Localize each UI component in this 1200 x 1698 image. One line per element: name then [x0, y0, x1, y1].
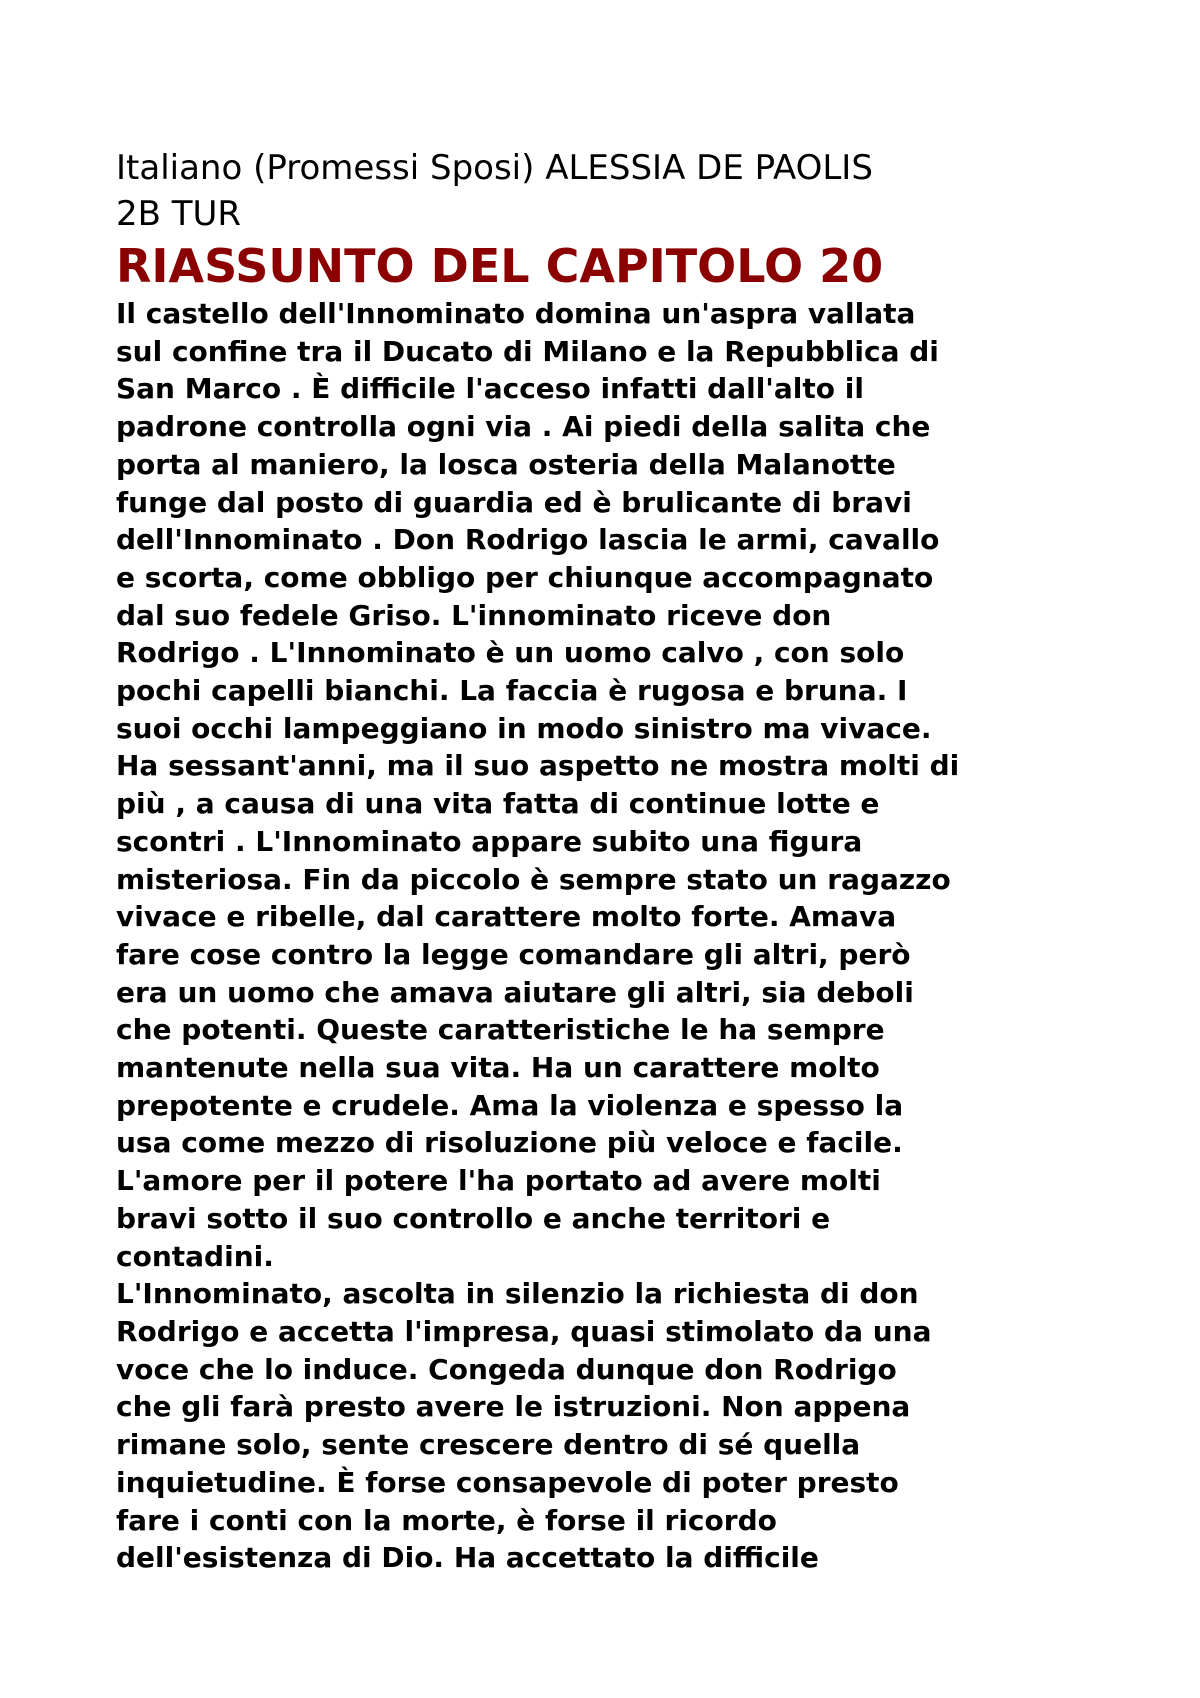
- text-line: contadini.: [116, 1239, 274, 1273]
- text-line: dal suo fedele Griso. L'innominato riceve don: [116, 598, 832, 632]
- text-line: sul confine tra il Ducato di Milano e la Repubblica di: [116, 334, 939, 368]
- text-line: pochi capelli bianchi. La faccia è rugosa e bruna. I: [116, 674, 908, 708]
- text-line: suoi occhi lampeggiano in modo sinistro ma vivace.: [116, 711, 932, 745]
- text-line: misteriosa. Fin da piccolo è sempre stato un ragazzo: [116, 862, 951, 896]
- text-line: che potenti. Queste caratteristiche le ha sempre: [116, 1013, 885, 1047]
- text-line: usa come mezzo di risoluzione più veloce e facile.: [116, 1126, 903, 1160]
- text-line: funge dal posto di guardia ed è brulicante di bravi: [116, 485, 912, 519]
- text-line: vivace e ribelle, dal carattere molto forte. Amava: [116, 900, 897, 934]
- header-subject-author: Italiano (Promessi Sposi) ALESSIA DE PAOLIS: [116, 148, 873, 188]
- text-line: scontri . L'Innominato appare subito una figura: [116, 824, 863, 858]
- text-line: padrone controlla ogni via . Ai piedi della salita che: [116, 410, 931, 444]
- header-class: 2B TUR: [116, 194, 242, 234]
- text-line: porta al maniero, la losca osteria della Malanotte: [116, 447, 896, 481]
- text-line: più , a causa di una vita fatta di continue lotte e: [116, 787, 880, 821]
- text-line: Il castello dell'Innominato domina un'aspra vallata: [116, 297, 916, 330]
- text-line: era un uomo che amava aiutare gli altri, sia deboli: [116, 975, 914, 1009]
- text-line: Rodrigo . L'Innominato è un uomo calvo , con solo: [116, 636, 905, 670]
- paragraph-2: [116, 1275, 1106, 1577]
- text-line: prepotente e crudele. Ama la violenza e spesso la: [116, 1088, 904, 1122]
- text-line: L'amore per il potere l'ha portato ad avere molti: [116, 1164, 881, 1198]
- text-line: Ha sessant'anni, ma il suo aspetto ne mostra molti di: [116, 749, 960, 783]
- text-line: San Marco . È difficile l'acceso infatti dall'alto il: [116, 372, 864, 406]
- document-title: RIASSUNTO DEL CAPITOLO 20: [116, 239, 884, 293]
- text-line: rimane solo, sente crescere dentro di sé quella: [116, 1428, 861, 1462]
- text-line: bravi sotto il suo controllo e anche territori e: [116, 1201, 831, 1235]
- text-line: Rodrigo e accetta l'impresa, quasi stimolato da una: [116, 1314, 932, 1348]
- document-content: [116, 145, 1106, 1577]
- text-line: che gli farà presto avere le istruzioni. Non appena: [116, 1390, 911, 1424]
- text-line: inquietudine. È forse consapevole di poter presto: [116, 1465, 899, 1499]
- text-line: fare i conti con la morte, è forse il ricordo: [116, 1503, 777, 1537]
- paragraph-1: [116, 295, 1106, 1275]
- text-line: e scorta, come obbligo per chiunque accompagnato: [116, 560, 934, 594]
- text-line: dell'esistenza di Dio. Ha accettato la difficile: [116, 1541, 819, 1575]
- text-line: dell'Innominato . Don Rodrigo lascia le armi, cavallo: [116, 523, 940, 557]
- text-line: L'Innominato, ascolta in silenzio la richiesta di don: [116, 1277, 919, 1311]
- text-line: fare cose contro la legge comandare gli altri, però: [116, 937, 911, 971]
- text-line: voce che lo induce. Congeda dunque don Rodrigo: [116, 1352, 897, 1386]
- text-line: mantenute nella sua vita. Ha un carattere molto: [116, 1051, 880, 1085]
